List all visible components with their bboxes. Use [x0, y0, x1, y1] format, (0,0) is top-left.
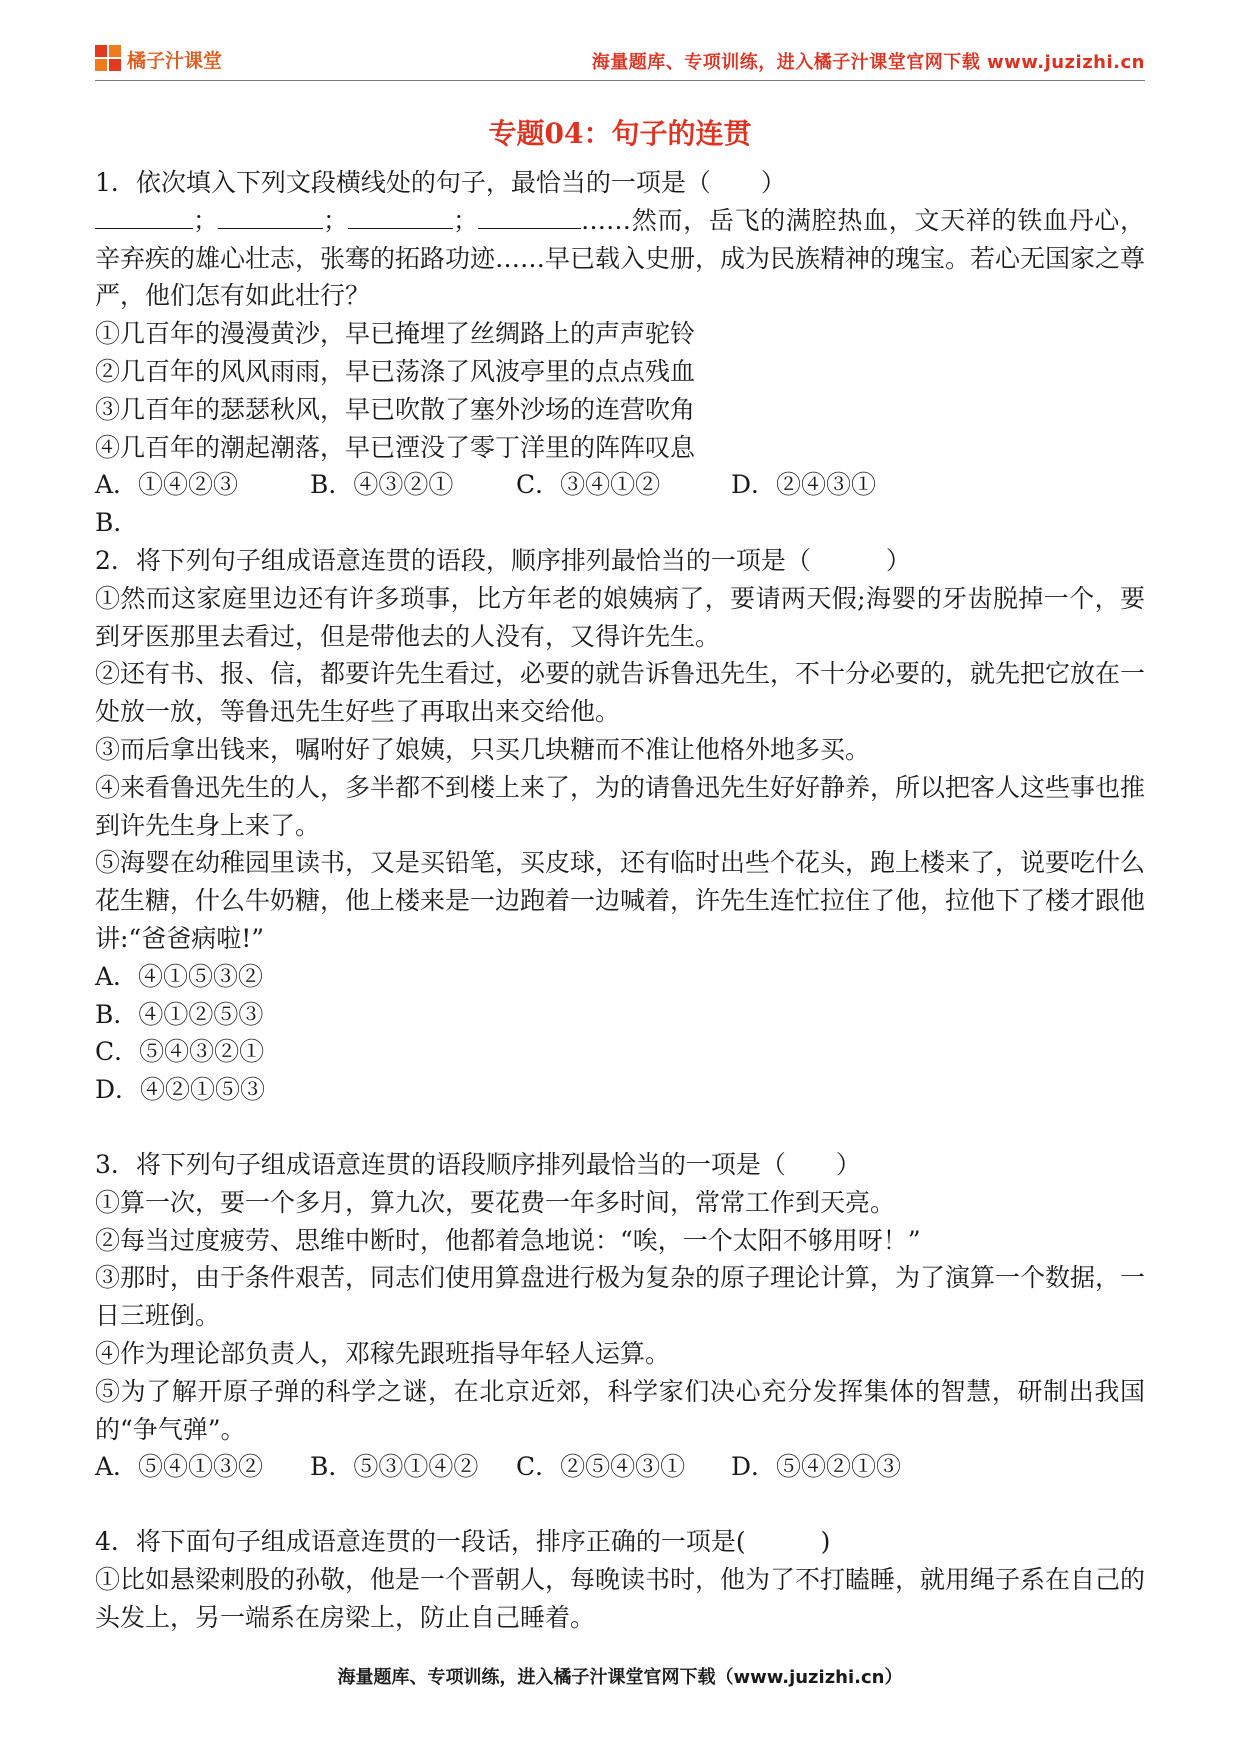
q1-item: ④几百年的潮起潮落，早已湮没了零丁洋里的阵阵叹息	[95, 432, 696, 462]
q2-option-d: D．④②①⑤③	[95, 1075, 266, 1105]
q4-item: ①比如悬梁刺股的孙敬，他是一个晋朝人，每晚读书时，他为了不打瞌睡，就用绳子系在自己的头发上，另一端系在房梁上，防止自己睡着。	[95, 1564, 1146, 1632]
q2-stem: 2．将下列句子组成语意连贯的语段，顺序排列最恰当的一项是（ ）	[95, 545, 911, 575]
q2-option-c: C．⑤④③②①	[95, 1037, 265, 1067]
logo-text: 橘子汁课堂	[127, 49, 223, 72]
q1-item: ②几百年的风风雨雨，早已荡涤了风波亭里的点点残血	[95, 356, 696, 386]
q3-item: ③那时，由于条件艰苦，同志们使用算盘进行极为复杂的原子理论计算，为了演算一个数据，一日三班倒。	[95, 1263, 1146, 1331]
q3-option-a: A．⑤④①③②	[95, 1452, 264, 1482]
q1-blank-1	[95, 204, 193, 229]
q1-option-d: D．②④③①	[731, 470, 877, 500]
q3-option-d: D．⑤④②①③	[731, 1452, 902, 1482]
q1-passage-text: ……然而，岳飞的满腔热血，文天祥的铁血丹心，辛弃疾的雄心壮志，张骞的拓路功迹……早已载入史册，成为民族精神的瑰宝。若心无国家之尊严，他们怎有如此壮行？	[95, 205, 1146, 311]
q2-item: ③而后拿出钱来，嘱咐好了娘姨，只买几块糖而不准让他格外地多买。	[95, 734, 871, 764]
q1-option-b: B．④③②①	[310, 470, 454, 500]
header-tagline: 海量题库、专项训练，进入橘子汁课堂官网下载 www.juzizhi.cn	[591, 52, 1145, 73]
q3-option-b: B．⑤③①④②	[310, 1452, 479, 1482]
q1-item: ①几百年的漫漫黄沙，早已掩埋了丝绸路上的声声驼铃	[95, 319, 696, 349]
q2-option-a: A．④①⑤③②	[95, 961, 264, 991]
q1-option-c: C．③④①②	[516, 470, 661, 500]
q1-option-a: A．①④②③	[95, 470, 239, 500]
question-list	[95, 164, 1145, 1636]
q1-blank-2	[218, 204, 323, 229]
q1-answer: B．	[95, 508, 139, 538]
page-header	[95, 40, 1145, 81]
q3-item: ①算一次，要一个多月，算九次，要花费一年多时间，常常工作到天亮。	[95, 1187, 896, 1217]
q2-option-b: B．④①②⑤③	[95, 999, 264, 1029]
q3-item: ④作为理论部负责人，邓稼先跟班指导年轻人运算。	[95, 1338, 671, 1368]
logo-icon	[95, 45, 123, 73]
q1-blank-4	[478, 204, 581, 229]
q2-item: ④来看鲁迅先生的人，多半都不到楼上来了，为的请鲁迅先生好好静养，所以把客人这些事也推到许先生身上来了。	[95, 772, 1146, 840]
q4-stem: 4．将下面句子组成语意连贯的一段话，排序正确的一项是( )	[95, 1527, 831, 1557]
q3-item: ⑤为了解开原子弹的科学之谜，在北京近郊，科学家们决心充分发挥集体的智慧，研制出我国的“争气弹”。	[95, 1376, 1145, 1444]
q1-options	[95, 466, 1145, 504]
q1-stem: 1．依次填入下列文段横线处的句子，最恰当的一项是（ ）	[95, 168, 786, 197]
page-title: 专题04：句子的连贯	[488, 117, 752, 150]
q3-options	[95, 1448, 1145, 1486]
q3-option-c: C．②⑤④③①	[516, 1452, 686, 1482]
q1-blank-3	[348, 204, 453, 229]
site-logo[interactable]	[95, 45, 222, 73]
page-footer: 海量题库、专项训练，进入橘子汁课堂官网下载（www.juzizhi.cn）	[337, 1667, 903, 1688]
q1-item: ③几百年的瑟瑟秋风，早已吹散了塞外沙场的连营吹角	[95, 394, 696, 424]
q2-item: ②还有书、报、信，都要许先生看过，必要的就告诉鲁迅先生，不十分必要的，就先把它放在一处放一放，等鲁迅先生好些了再取出来交给他。	[95, 659, 1146, 727]
q1-passage: ； ； ； ……然而，岳飞的满腔热血，文天祥的铁血丹心，辛弃疾的雄心壮志，张骞的拓路功迹……早已载入史册，成为民族精神的瑰宝。若心无国家之尊严，他们怎有如此壮行？	[95, 205, 1146, 311]
q2-item: ⑤海婴在幼稚园里读书，又是买铅笔，买皮球，还有临时出些个花头，跑上楼来了，说要吃什么花生糖，什么牛奶糖，他上楼来是一边跑着一边喊着，许先生连忙拉住了他，拉他下了楼才跟他讲:“爸爸病啦!”	[95, 848, 1146, 953]
q3-item: ②每当过度疲劳、思维中断时，他都着急地说：“唉，一个太阳不够用呀！”	[95, 1225, 921, 1255]
q2-item: ①然而这家庭里边还有许多琐事，比方年老的娘姨病了，要请两天假;海婴的牙齿脱掉一个，要到牙医那里去看过，但是带他去的人没有，又得许先生。	[95, 583, 1145, 651]
q3-stem: 3．将下列句子组成语意连贯的语段顺序排列最恰当的一项是（ ）	[95, 1149, 861, 1179]
